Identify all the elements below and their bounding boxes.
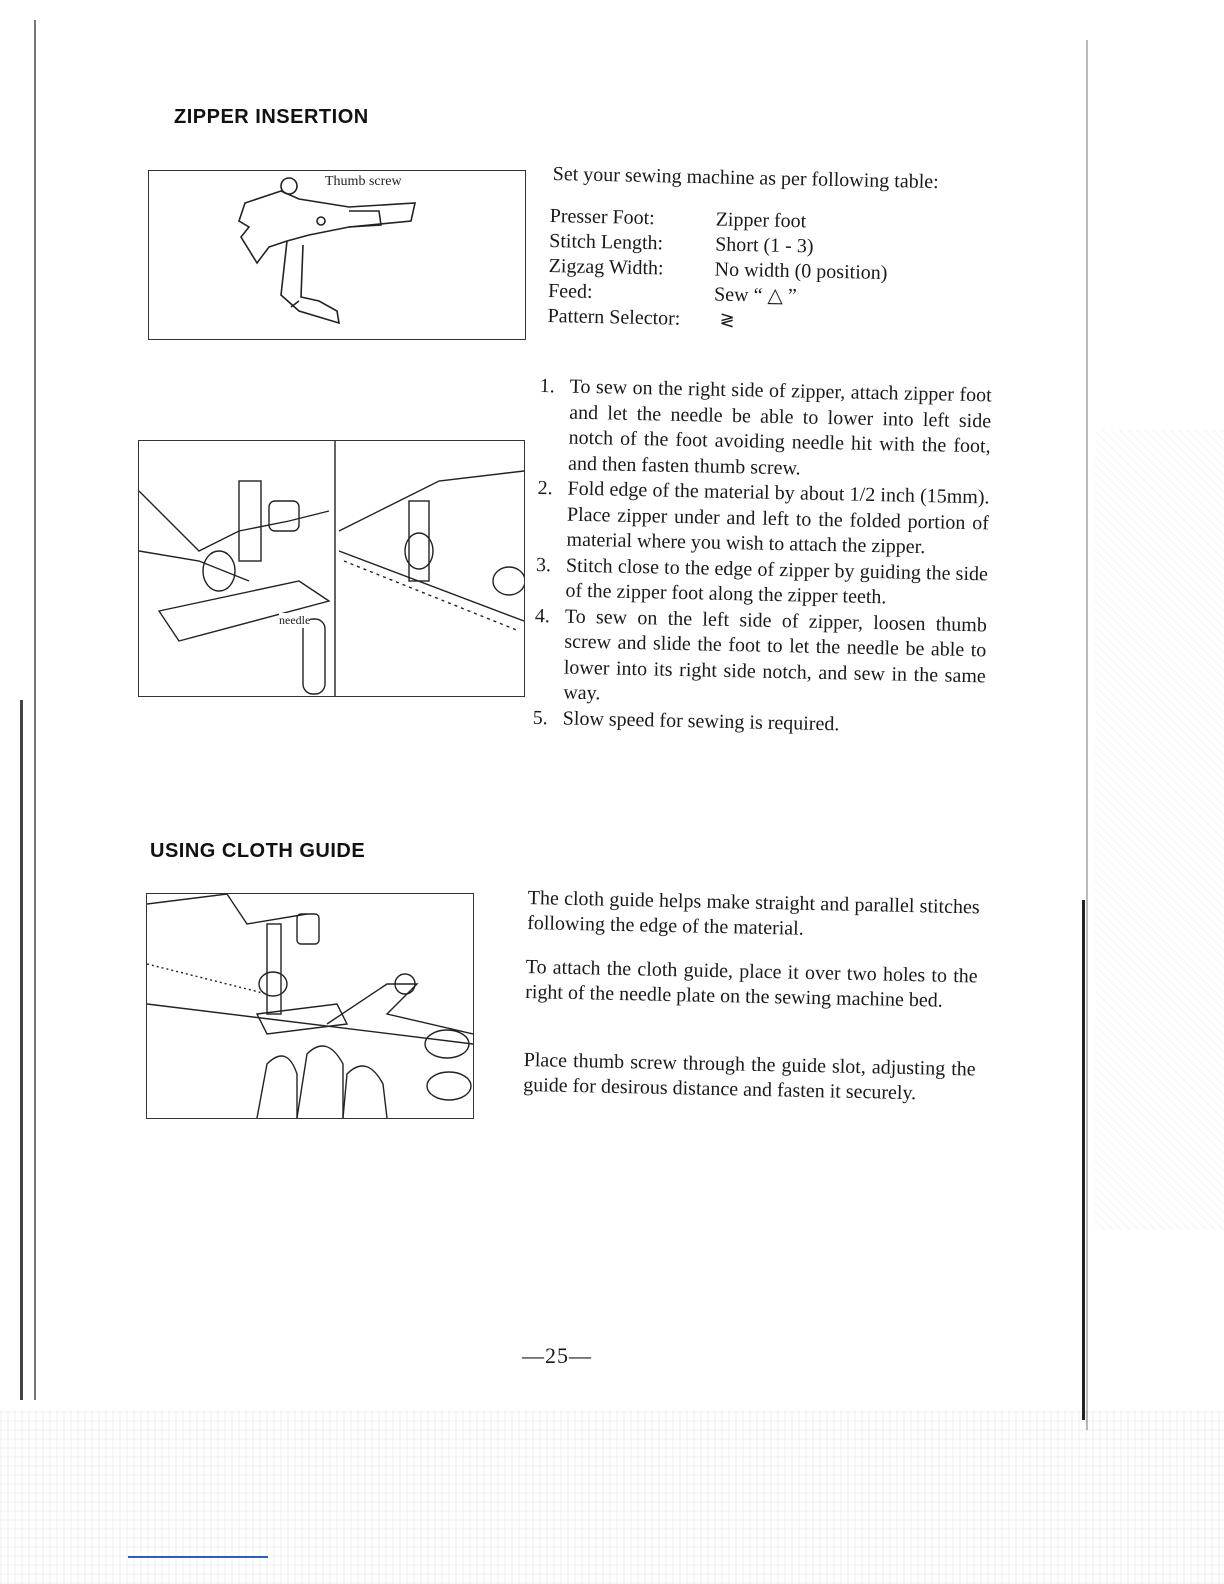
step-text: Slow speed for sewing is required. (562, 707, 840, 735)
step-text: Stitch close to the edge of zipper by guiding the side of the zipper foot along the zipper teeth. (565, 554, 989, 609)
step-number: 5. (532, 706, 549, 729)
setting-key: Zigzag Width: (548, 254, 664, 280)
list-item (535, 552, 988, 612)
binding-shadow (20, 700, 23, 1400)
setting-value: Zipper foot (715, 208, 807, 233)
cloth-guide-paragraph: Place thumb screw through the guide slot, adjusting the guide for desirous distance and fasten it securely. (522, 1048, 976, 1105)
thumb-screw-label: Thumb screw (325, 174, 402, 189)
setting-key: Stitch Length: (548, 229, 664, 255)
page-right-edge (1086, 40, 1088, 1430)
cloth-guide-drawing (147, 894, 473, 1118)
cloth-guide-heading: USING CLOTH GUIDE (150, 840, 366, 862)
zipper-steps-list (533, 374, 992, 740)
setting-value: Sew “ △ ” (713, 283, 797, 308)
setting-key: Presser Foot: (549, 204, 655, 230)
zipper-foot-illustration (148, 170, 526, 340)
step-number: 3. (535, 553, 552, 576)
binding-edge (34, 20, 36, 1400)
step-text: To sew on the right side of zipper, attach zipper foot and let the needle be able to lower into left side notch of the foot avoiding needle hit with the foot, and then fasten thumb screw. (567, 375, 992, 479)
scan-noise-right (1095, 430, 1224, 1230)
step-number: 2. (537, 476, 553, 500)
zipper-sewing-drawing (139, 441, 524, 696)
setting-key: Pattern Selector: (547, 304, 681, 330)
cloth-guide-paragraph: To attach the cloth guide, place it over two holes to the right of the needle plate on the sewing machine bed. (524, 955, 978, 1012)
list-item (538, 374, 992, 485)
step-number: 1. (539, 374, 555, 398)
zipper-insertion-heading: ZIPPER INSERTION (174, 106, 369, 128)
cloth-guide-illustration (146, 893, 474, 1119)
zipper-foot-drawing (149, 171, 525, 339)
page-right-shadow (1082, 900, 1085, 1420)
list-item (533, 603, 987, 714)
settings-table (547, 204, 888, 336)
setting-key: Feed: (547, 279, 593, 303)
step-text: To sew on the left side of zipper, loosen thumb screw and slide the foot to let the needle be able to lower into its right side notch, and sew in the same way. (563, 605, 988, 705)
step-text: Fold edge of the material by about 1/2 inch (15mm). Place zipper under and left to the folded portion of material where you wish to attach the zipper. (566, 477, 990, 559)
step-number: 4. (534, 604, 551, 627)
blue-mark (128, 1556, 268, 1558)
cloth-guide-paragraph: The cloth guide helps make straight and parallel stitches following the edge of the material. (526, 886, 980, 940)
list-item (536, 476, 990, 562)
setting-value: Short (1 - 3) (714, 233, 814, 258)
settings-intro: Set your sewing machine as per following table: (552, 162, 939, 194)
page-number: —25— (522, 1343, 592, 1368)
pattern-symbol-icon: ≷ (719, 309, 735, 331)
needle-label: needle (279, 613, 311, 627)
zipper-sewing-illustration (138, 440, 525, 697)
setting-value: No width (0 position) (714, 258, 888, 285)
